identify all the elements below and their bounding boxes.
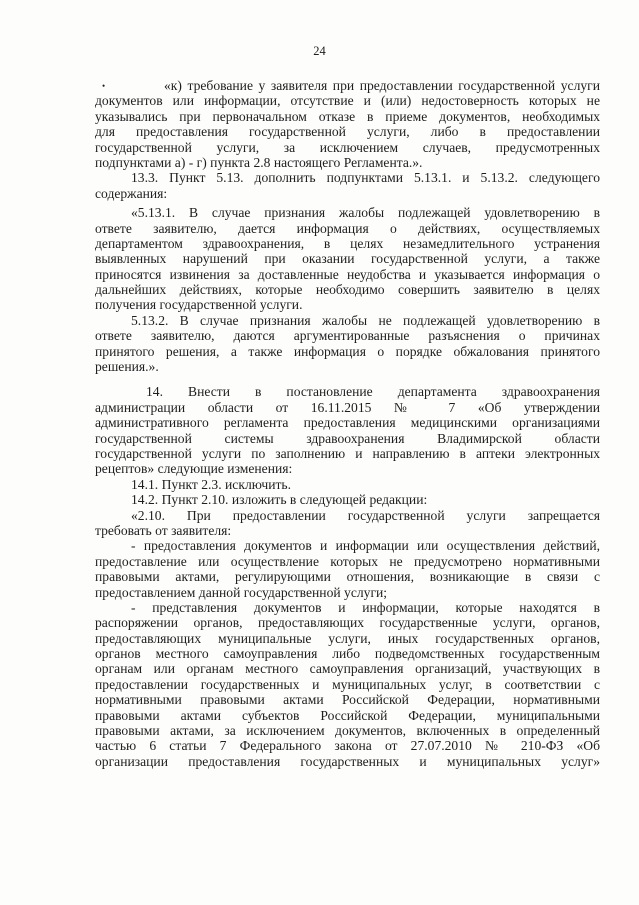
text-line: предоставляющих муниципальные услуги, иных государственных органов, [95, 630, 600, 646]
text-line: государственной услуги по заполнению и направлению в аптеки электронных [95, 445, 600, 461]
text-line: государственной услуги, за исключением случаев, предусмотренных [95, 139, 600, 155]
paragraph [95, 384, 600, 507]
text-line: 13.3. Пункт 5.13. дополнить подпунктами 5.13.1. и 5.13.2. следующего [131, 170, 600, 186]
bullet-mark: • [102, 81, 106, 91]
text-line: получения государственной услуги. [95, 297, 303, 313]
text-line: «2.10. При предоставлении государственной услуги запрещается [131, 507, 600, 523]
text-line: органам или органам местного самоуправления организаций, участвующих в [95, 661, 600, 677]
text-line: документов или информации, отсутствие и (или) недостоверность которых не [95, 93, 600, 109]
text-line: государственной системы здравоохранения Владимирской области [95, 430, 600, 446]
text-line: дальнейших действиях, которые необходимо совершить заявителю в целях [95, 282, 600, 298]
text-line: предоставление или осуществление которых не предусмотрено нормативными [95, 553, 600, 569]
page-number: 24 [313, 44, 326, 58]
text-line: правовыми актами субъектов Российской Федерации, муниципальными [95, 707, 600, 723]
text-line: 5.13.2. В случае признания жалобы не подлежащей удовлетворению в [131, 312, 600, 328]
text-line: нормативными правовыми актами Российской Федерации, нормативными [95, 692, 600, 708]
text-line: приносятся извинения за доставленные неудобства и указывается информация о [95, 266, 600, 282]
paragraph [95, 600, 600, 769]
text-line: для предоставления государственной услуги, либо в предоставлении [95, 124, 600, 140]
text-line: решения.». [95, 359, 159, 375]
text-line: административного регламента предоставления медицинскими организациями [95, 415, 600, 431]
text-line: распоряжении органов, предоставляющих государственные услуги, органов, [95, 615, 600, 631]
text-line: ответе заявителю, дается информация о действиях, осуществляемых [95, 220, 600, 236]
text-line: правовыми актами, за исключением документов, включенных в определенный [95, 723, 600, 739]
text-line: администрации области от 16.11.2015 № 7 «Об утверждении [95, 399, 600, 415]
text-line: органов местного самоуправления либо подведомственных государственным [95, 646, 600, 662]
text-line: 14.2. Пункт 2.10. изложить в следующей редакции: [131, 492, 428, 508]
text-line: указывались при первоначальном отказе в приеме документов, необходимых [95, 108, 600, 124]
text-line: организации предоставления государственных и муниципальных услуг» [95, 753, 600, 769]
paragraph [95, 170, 600, 201]
text-line: подпунктами а) - г) пункта 2.8 настоящего Регламента.». [95, 154, 423, 170]
text-line: - предоставления документов и информации или осуществления действий, [131, 538, 600, 554]
paragraph-gap [95, 374, 600, 384]
paragraph [95, 78, 600, 170]
text-line: принятого решения, а также информация о порядке обжалования принятого [95, 343, 600, 359]
text-line: «5.13.1. В случае признания жалобы подлежащей удовлетворению в [131, 205, 600, 221]
text-line: выявленных нарушений при оказании государственной услуги, а также [95, 251, 600, 267]
paragraph [95, 508, 600, 539]
text-line: предоставлении государственных и муниципальных услуг, в соответствии с [95, 676, 600, 692]
text-line: рецептов» следующие изменения: [95, 461, 293, 477]
text-line: 14. Внести в постановление департамента здравоохранения [146, 384, 600, 400]
text-line: «к) требование у заявителя при предоставлении государственной услуги [164, 78, 600, 93]
text-line: содержания: [95, 185, 168, 201]
document-body [95, 78, 600, 769]
text-line: 14.1. Пункт 2.3. исключить. [131, 476, 292, 492]
text-line: департаментом здравоохранения, в целях незамедлительного устранения [95, 235, 600, 251]
text-line: - представления документов и информации, которые находятся в [131, 599, 600, 615]
text-line: требовать от заявителя: [95, 522, 232, 538]
text-line: частью 6 статьи 7 Федерального закона от 27.07.2010 № 210-ФЗ «Об [95, 738, 600, 754]
text-line: предоставлением данной государственной услуги; [95, 584, 388, 600]
text-line: ответе заявителю, даются аргументированные разъяснения о причинах [95, 328, 600, 344]
text-line: правовыми актами, регулирующими отношения, возникающие в связи с [95, 569, 600, 585]
paragraph [95, 205, 600, 313]
paragraph [95, 313, 600, 375]
paragraph [95, 538, 600, 600]
